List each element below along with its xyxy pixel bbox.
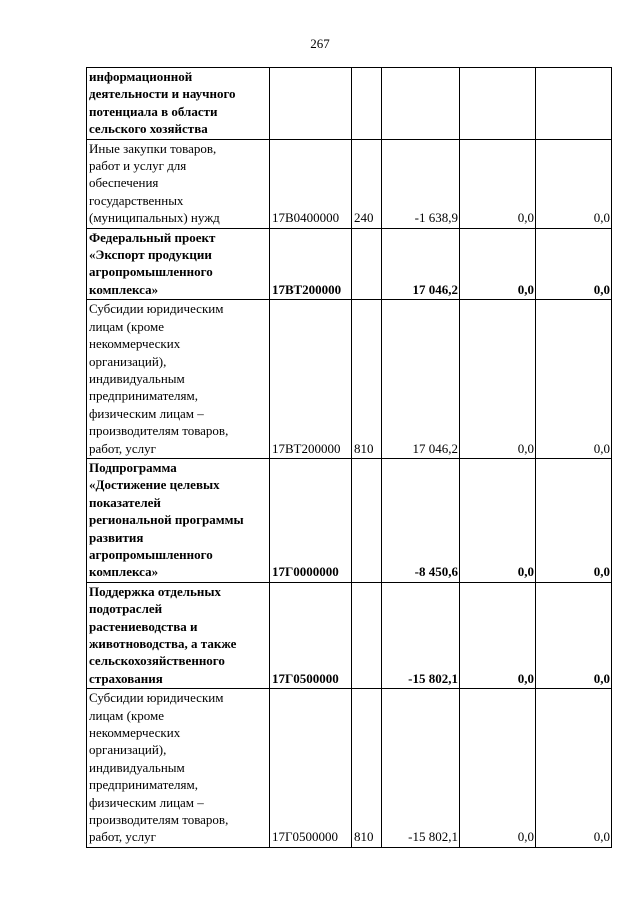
row-name-line: индивидуальным bbox=[89, 370, 185, 386]
table-row bbox=[87, 228, 612, 300]
row-amount-2: 0,0 bbox=[460, 228, 536, 300]
row-expense-type bbox=[352, 582, 382, 688]
row-name-line: лицам (кроме bbox=[89, 707, 165, 723]
table-row bbox=[87, 582, 612, 688]
row-amount-1: 17 046,2 bbox=[382, 228, 460, 300]
row-name bbox=[87, 300, 270, 459]
row-amount-2: 0,0 bbox=[460, 689, 536, 848]
row-amount-3: 0,0 bbox=[536, 139, 612, 228]
row-amount-1 bbox=[382, 68, 460, 140]
row-name-line: показателей bbox=[89, 494, 161, 510]
row-name-line: Подпрограмма bbox=[89, 459, 177, 475]
row-expense-type bbox=[352, 458, 382, 582]
row-name-line: организаций), bbox=[89, 742, 167, 758]
row-amount-2: 0,0 bbox=[460, 458, 536, 582]
row-name-line: развития bbox=[89, 529, 144, 545]
row-name-line: сельскохозяйственного bbox=[89, 653, 225, 669]
row-code: 17В0400000 bbox=[270, 139, 352, 228]
row-name-line: Субсидии юридическим bbox=[89, 301, 224, 317]
row-expense-type bbox=[352, 228, 382, 300]
row-name-line: «Экспорт продукции bbox=[89, 247, 212, 263]
row-name-line: лицам (кроме bbox=[89, 318, 165, 334]
row-amount-3: 0,0 bbox=[536, 458, 612, 582]
row-name-line: предпринимателям, bbox=[89, 388, 198, 404]
row-name bbox=[87, 68, 270, 140]
row-code: 17Г0500000 bbox=[270, 689, 352, 848]
budget-table-body bbox=[87, 68, 612, 848]
row-amount-1: 17 046,2 bbox=[382, 300, 460, 459]
row-amount-2 bbox=[460, 68, 536, 140]
row-name-line: работ, услуг bbox=[89, 829, 157, 845]
row-name-line: производителям товаров, bbox=[89, 812, 229, 828]
row-amount-1: -15 802,1 bbox=[382, 689, 460, 848]
row-amount-3: 0,0 bbox=[536, 300, 612, 459]
table-row bbox=[87, 689, 612, 848]
row-name-line: государственных bbox=[89, 192, 184, 208]
row-name-line: агропромышленного bbox=[89, 546, 213, 562]
table-row bbox=[87, 458, 612, 582]
row-expense-type: 810 bbox=[352, 300, 382, 459]
row-code bbox=[270, 68, 352, 140]
row-name-line: сельского хозяйства bbox=[89, 121, 208, 137]
row-amount-2: 0,0 bbox=[460, 139, 536, 228]
row-name-line: растениеводства и bbox=[89, 618, 198, 634]
row-expense-type: 240 bbox=[352, 139, 382, 228]
row-name-line: комплекса» bbox=[89, 281, 159, 297]
row-amount-3: 0,0 bbox=[536, 689, 612, 848]
row-name-line: некоммерческих bbox=[89, 725, 181, 741]
row-name-line: некоммерческих bbox=[89, 336, 181, 352]
row-amount-2: 0,0 bbox=[460, 582, 536, 688]
row-expense-type bbox=[352, 68, 382, 140]
row-name-line: физическим лицам – bbox=[89, 794, 204, 810]
row-name-line: Поддержка отдельных bbox=[89, 583, 222, 599]
row-amount-3: 0,0 bbox=[536, 228, 612, 300]
table-row bbox=[87, 300, 612, 459]
row-name-line: Федеральный проект bbox=[89, 229, 216, 245]
row-name-line: работ, услуг bbox=[89, 440, 157, 456]
row-expense-type: 810 bbox=[352, 689, 382, 848]
row-name-line: животноводства, а также bbox=[89, 636, 237, 651]
row-amount-3: 0,0 bbox=[536, 582, 612, 688]
row-amount-1: -1 638,9 bbox=[382, 139, 460, 228]
row-name-line: физическим лицам – bbox=[89, 405, 204, 421]
row-name-line: предпринимателям, bbox=[89, 777, 198, 793]
row-name bbox=[87, 228, 270, 300]
row-code: 17ВТ200000 bbox=[270, 228, 352, 300]
row-code: 17Г0500000 bbox=[270, 582, 352, 688]
table-row bbox=[87, 139, 612, 228]
budget-table bbox=[86, 67, 612, 848]
row-name-line: организаций), bbox=[89, 353, 167, 369]
row-name-line: индивидуальным bbox=[89, 759, 185, 775]
row-name-line: Субсидии юридическим bbox=[89, 690, 224, 706]
table-row bbox=[87, 68, 612, 140]
row-name-line: подотраслей bbox=[89, 601, 163, 617]
row-name-line: Иные закупки товаров, bbox=[89, 140, 217, 156]
row-name-line: страхования bbox=[89, 670, 163, 686]
row-name bbox=[87, 582, 270, 688]
row-name-line: комплекса» bbox=[89, 564, 159, 580]
row-name-line: потенциала в области bbox=[89, 103, 218, 119]
row-name-line: информационной bbox=[89, 69, 193, 84]
row-amount-2: 0,0 bbox=[460, 300, 536, 459]
row-name-line: деятельности и научного bbox=[89, 86, 236, 102]
row-code: 17Г0000000 bbox=[270, 458, 352, 582]
row-name bbox=[87, 689, 270, 848]
row-name-line: производителям товаров, bbox=[89, 423, 229, 439]
row-amount-1: -8 450,6 bbox=[382, 458, 460, 582]
row-name bbox=[87, 139, 270, 228]
row-name-line: (муниципальных) нужд bbox=[89, 210, 220, 226]
row-amount-3 bbox=[536, 68, 612, 140]
row-name bbox=[87, 458, 270, 582]
row-name-line: агропромышленного bbox=[89, 264, 213, 280]
row-amount-1: -15 802,1 bbox=[382, 582, 460, 688]
row-name-line: работ и услуг для bbox=[89, 158, 187, 174]
row-name-line: региональной программы bbox=[89, 512, 244, 528]
row-code: 17ВТ200000 bbox=[270, 300, 352, 459]
row-name-line: «Достижение целевых bbox=[89, 477, 220, 493]
page-number: 267 bbox=[310, 36, 330, 51]
row-name-line: обеспечения bbox=[89, 175, 159, 191]
